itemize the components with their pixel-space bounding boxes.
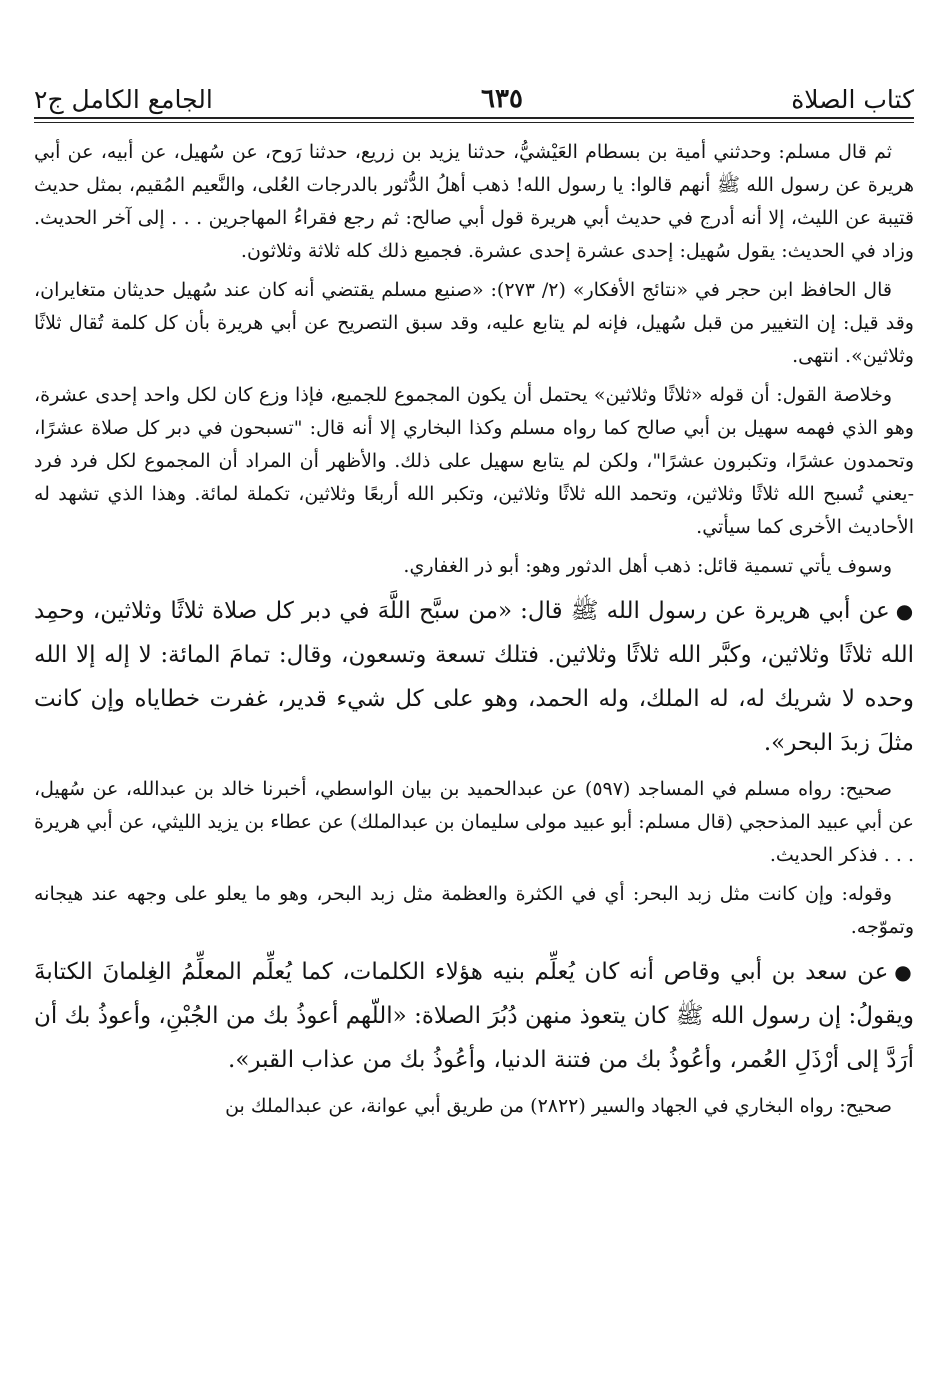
page-number: ٦٣٥ bbox=[481, 84, 523, 114]
header-rule-thin bbox=[34, 122, 914, 123]
bullet-icon: ● bbox=[894, 960, 914, 984]
paragraph-commentary: وخلاصة القول: أن قوله «ثلاثًا وثلاثين» يحتمل أن يكون المجموع للجميع، فإذا وزع كان لكل واحد إحدى عشرة، وهو الذي فهمه سهيل بن أبي صالح كما رواه مسلم وكذا البخاري إلا أنه قال: "تسبحون في دبر كل صلاة عشرًا، وتحمدون عشرًا، وتكبرون عشرًا"، ولكن لم يتابع سهيل على ذلك. والأظهر أن المراد أن المجموع لكل فرد فرد -يعني تُسبح الله ثلاثًا وثلاثين، وتحمد الله ثلاثًا وثلاثين، وتكبر الله أربعًا وثلاثين، تكملة لمائة. وهذا الذي تشهد له الأحاديث الأخرى كما سيأتي. bbox=[34, 384, 915, 538]
paragraph-hadith: ●عن أبي هريرة عن رسول الله ﷺ قال: «من سبَّح اللَّهَ في دبر كل صلاة ثلاثًا وثلاثين، وحمِد الله ثلاثًا وثلاثين، وكبَّر الله ثلاثًا وثلاثين. فتلك تسعة وتسعون، وقال: تمامَ المائة: لا إله إلا الله وحده لا شريك له، له الملك، وله الحمد، وهو على كل شيء قدير، غفرت خطاياه وإن كانت مثلَ زبدَ البحر». bbox=[34, 598, 914, 756]
bullet-icon: ● bbox=[895, 599, 914, 623]
paragraph-commentary: وسوف يأتي تسمية قائل: ذهب أهل الدثور وهو: أبو ذر الغفاري. bbox=[403, 555, 892, 577]
paragraph-takhrij: صحيح: رواه مسلم في المساجد (٥٩٧) عن عبدالحميد بن بيان الواسطي، أخبرنا خالد بن عبدالله، عن سُهيل، عن أبي عبيد المذحجي (قال مسلم: أبو عبيد مولى سليمان بن عبدالملك) عن عطاء بن يزيد الليثي، عن أبي هريرة . . . فذكر الحديث. bbox=[34, 778, 914, 866]
book-page bbox=[24, 0, 924, 1382]
header-rule bbox=[34, 117, 914, 119]
paragraph-commentary: وقوله: وإن كانت مثل زبد البحر: أي في الكثرة والعظمة مثل زبد البحر، وهو ما يعلو على وجهه عند هيجانه وتموّجه. bbox=[34, 883, 914, 938]
section-title: كتاب الصلاة bbox=[791, 85, 914, 114]
book-title: الجامع الكامل ج٢ bbox=[34, 85, 213, 114]
running-header bbox=[34, 70, 914, 114]
paragraph-hadith: ●عن سعد بن أبي وقاص أنه كان يُعلِّم بنيه هؤلاء الكلمات، كما يُعلِّم المعلِّمُ الغِلمانَ الكتابةَ ويقولُ: إن رسول الله ﷺ كان يتعوذ منهن دُبُرَ الصلاة: «اللّهم أعوذُ بك من الجُبْنِ، وأعوذُ بك أن أرَدَّ إلى أرْذَلِ العُمر، وأعُوذُ بك من فتنة الدنيا، وأعُوذُ بك من عذاب القبر». bbox=[34, 959, 914, 1073]
paragraph-takhrij: صحيح: رواه البخاري في الجهاد والسير (٢٨٢٢) من طريق أبي عوانة، عن عبدالملك بن bbox=[225, 1095, 892, 1117]
page-body bbox=[34, 136, 914, 1129]
paragraph-commentary: قال الحافظ ابن حجر في «نتائج الأفكار» (٢/ ٢٧٣): «صنيع مسلم يقتضي أنه كان عند سُهيل حديثان متغايران، وقد قيل: إن التغيير من قبل سُهيل، فإنه لم يتابع عليه، وقد سبق التصريح عن أبي هريرة بأن كل كلمة تُقال ثلاثًا وثلاثين». انتهى. bbox=[34, 279, 914, 367]
paragraph-commentary: ثم قال مسلم: وحدثني أمية بن بسطام العَيْشيُّ، حدثنا يزيد بن زريع، حدثنا رَوح، عن سُهيل، عن أبيه، عن أبي هريرة عن رسول الله ﷺ أنهم قالوا: يا رسول الله! ذهب أهلُ الدُّثور بالدرجات العُلى، والنَّعيم المُقيم، بمثل حديث قتيبة عن الليث، إلا أنه أدرج في حديث أبي هريرة قول أبي صالح: ثم رجع فقراءُ المهاجرين . . . إلى آخر الحديث. وزاد في الحديث: يقول سُهيل: إحدى عشرة إحدى عشرة. فجميع ذلك كله ثلاثة وثلاثون. bbox=[34, 141, 914, 262]
